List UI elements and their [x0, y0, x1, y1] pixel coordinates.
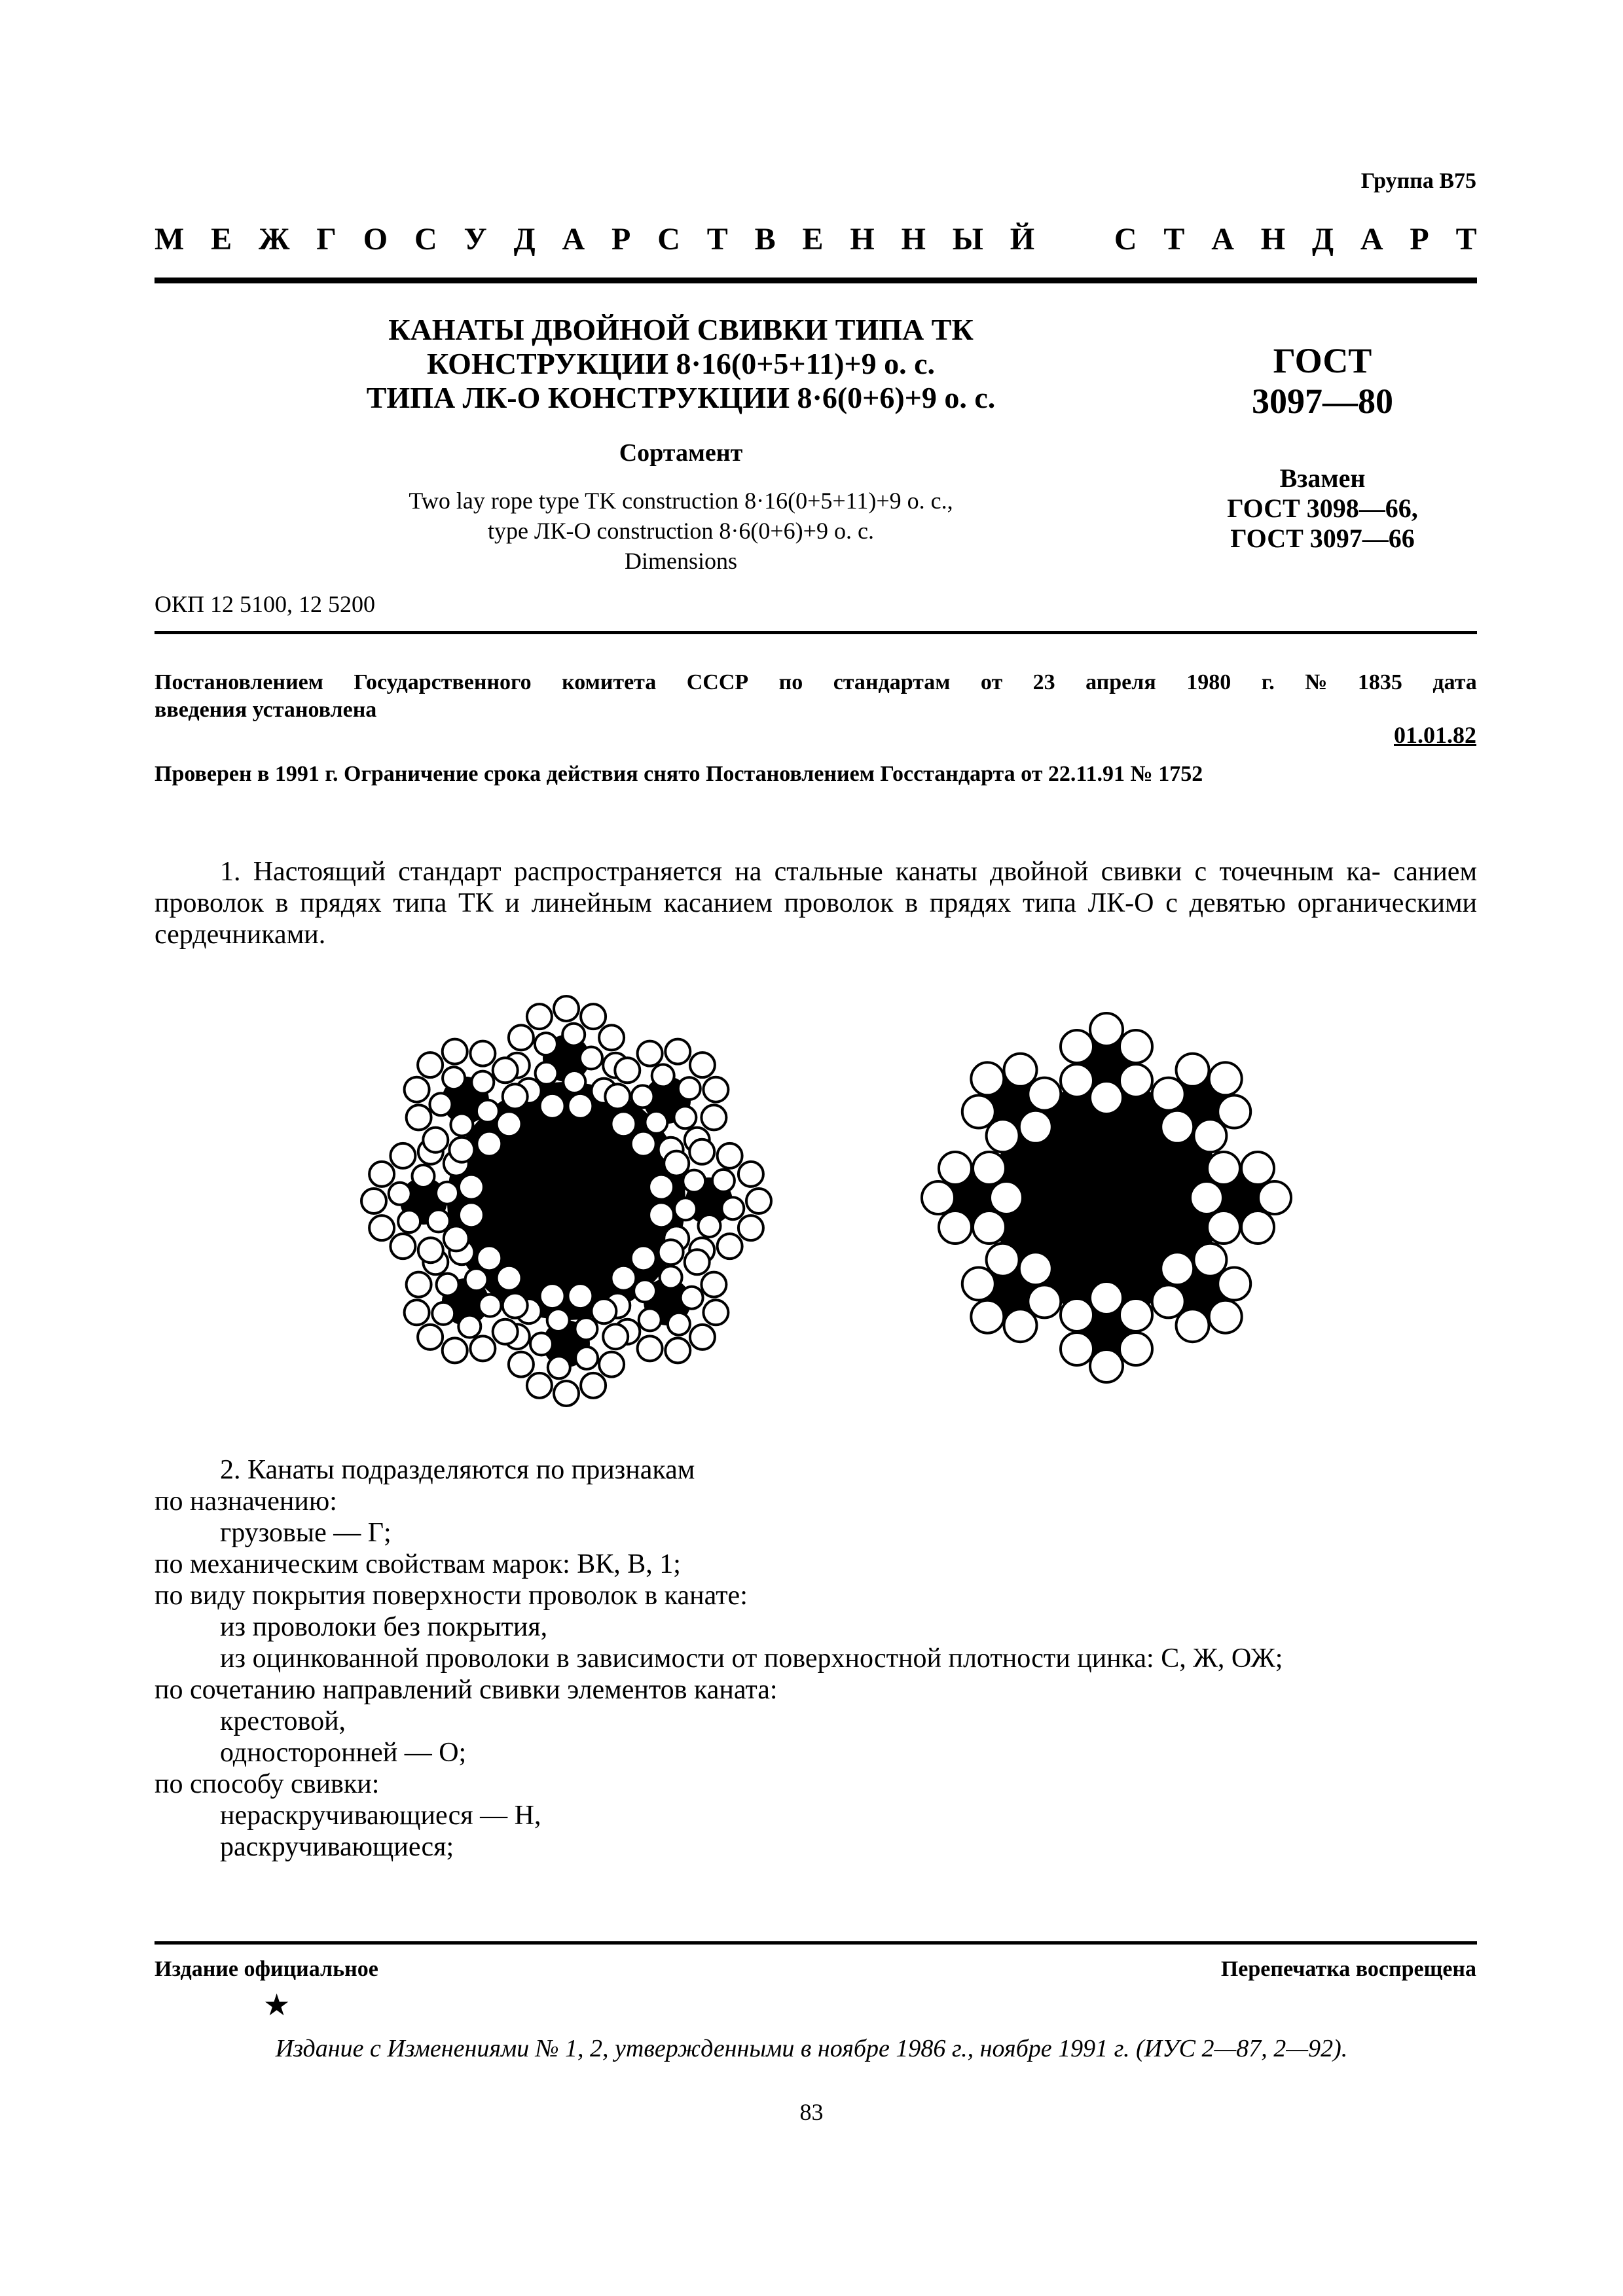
decree-date: 01.01.82: [1394, 722, 1476, 748]
wire: [1004, 1309, 1037, 1342]
amendments-note: Издание с Изменениями № 1, 2, утвержденными в ноябре 1986 г., ноябре 1991 г. (ИУС 2—87, 2—92).: [275, 2035, 1348, 2062]
wire: [674, 1106, 696, 1128]
wire: [987, 1244, 1019, 1276]
wire: [497, 1266, 522, 1291]
wire: [443, 1067, 465, 1089]
wire: [1090, 1013, 1123, 1046]
wire: [444, 1226, 469, 1251]
decree-word: г.: [1261, 670, 1275, 694]
wire: [1209, 1300, 1242, 1333]
banner-letter: А: [562, 222, 585, 257]
wire: [599, 1352, 624, 1377]
decree-word: дата: [1432, 670, 1477, 694]
page-number: 83: [799, 2099, 824, 2125]
wire: [690, 1052, 715, 1077]
english-title-line-3: Dimensions: [624, 548, 737, 574]
english-title: [301, 486, 1061, 576]
wire: [1090, 1282, 1123, 1314]
paragraph-2-line: 2. Канаты подразделяются по признакам: [220, 1455, 695, 1485]
wire: [369, 1162, 394, 1187]
wire: [429, 1093, 452, 1115]
wire: [418, 1325, 443, 1350]
wire: [674, 1198, 697, 1220]
wire: [581, 1373, 606, 1398]
wire: [591, 1299, 616, 1323]
wire: [509, 1025, 534, 1050]
wire: [536, 1062, 558, 1085]
wire: [649, 1202, 674, 1227]
wire: [437, 1274, 459, 1296]
paragraph-2-line: нераскручивающиеся — Н,: [220, 1801, 541, 1831]
banner-letter: В: [754, 222, 776, 257]
wire: [639, 1308, 661, 1331]
wire: [660, 1266, 682, 1289]
wire: [407, 1272, 431, 1297]
banner-letter: С: [657, 222, 680, 257]
banner-letter: Й: [1010, 222, 1035, 257]
wire: [1176, 1309, 1209, 1342]
decree-line-1: [155, 669, 1477, 696]
wire: [540, 1283, 565, 1308]
decree-word: стандартам: [833, 670, 951, 694]
english-title-line-1: Two lay rope type TK construction 8·16(0+5+11)+9 o. c.,: [409, 488, 953, 514]
gost-number: 3097—80: [1252, 382, 1393, 421]
rope-lko-cross-section: [922, 1013, 1291, 1382]
banner-letter: Т: [1455, 222, 1477, 257]
wire: [554, 996, 579, 1021]
decree-word: Государственного: [354, 670, 532, 694]
banner-letter: Ж: [259, 222, 290, 257]
footer-rule: [155, 1941, 1477, 1945]
banner-letter: Р: [1410, 222, 1429, 257]
wire: [712, 1170, 735, 1192]
wire: [580, 1047, 602, 1069]
banner-letter: Т: [1163, 222, 1185, 257]
decree: [155, 669, 1477, 724]
decree-line-2: введения установлена: [155, 698, 377, 722]
decree-word: 1835: [1357, 670, 1402, 694]
wire: [685, 1249, 710, 1274]
banner-letter: А: [1360, 222, 1383, 257]
banner-letter: Т: [706, 222, 728, 257]
wire: [718, 1234, 742, 1259]
wire: [497, 1111, 522, 1136]
wire: [973, 1152, 1006, 1185]
wire: [1241, 1152, 1274, 1185]
wire: [1194, 1244, 1226, 1276]
wire: [971, 1062, 1004, 1095]
wire: [973, 1211, 1006, 1244]
wire: [962, 1096, 995, 1128]
wire: [568, 1283, 593, 1308]
wire: [659, 1240, 684, 1265]
replaces-item-2: ГОСТ 3097—66: [1230, 524, 1415, 553]
paragraph-2-line: по сочетанию направлений свивки элементов каната:: [155, 1675, 778, 1705]
wire: [649, 1175, 674, 1200]
paragraph-2: [155, 1454, 1529, 1863]
replaces-block: [1178, 463, 1467, 554]
banner-letter: Е: [802, 222, 824, 257]
wire: [503, 1084, 528, 1109]
rope-cross-sections: [347, 975, 1329, 1433]
wire: [605, 1084, 630, 1109]
paragraph-2-line: грузовые — Г;: [220, 1518, 392, 1548]
star-icon: ★: [263, 1988, 291, 2022]
paragraph-2-line: по способу свивки:: [155, 1769, 380, 1799]
wire: [450, 1114, 473, 1136]
title-line-1: КАНАТЫ ДВОЙНОЙ СВИВКИ ТИПА ТК: [388, 313, 974, 346]
wire: [739, 1215, 763, 1240]
wire: [1207, 1211, 1240, 1244]
banner-letter: Д: [1311, 222, 1334, 257]
banner-letter: Г: [316, 222, 337, 257]
banner-letter: О: [363, 222, 388, 257]
official-edition: Издание официальное: [155, 1957, 378, 1981]
wire: [638, 1336, 663, 1361]
wire: [575, 1347, 598, 1369]
banner-letter: [1061, 221, 1087, 257]
wire: [631, 1246, 656, 1270]
wire: [1218, 1268, 1250, 1300]
english-title-line-2: type ЛК-О construction 8·6(0+6)+9 o. c.: [488, 518, 874, 544]
wire: [939, 1152, 972, 1185]
wire: [458, 1316, 481, 1338]
wire: [405, 1300, 429, 1325]
wire: [477, 1246, 501, 1270]
wire: [477, 1100, 499, 1122]
reprint-prohibited: Перепечатка воспрещена: [1220, 1957, 1476, 1981]
paragraph-1-line-2: санием проволок в прядях типа ТК и линейным касанием проволок в прядях типа ЛК-О с девятью: [155, 857, 1478, 918]
paragraph-2-line: односторонней — О;: [220, 1738, 467, 1768]
wire: [701, 1105, 726, 1130]
banner-letter: Р: [611, 222, 631, 257]
wire: [1019, 1252, 1052, 1285]
wire: [1161, 1111, 1194, 1143]
decree-word: комитета: [562, 670, 657, 694]
paragraph-2-line: из проволоки без покрытия,: [220, 1612, 548, 1642]
wire: [412, 1165, 435, 1187]
wire: [418, 1238, 443, 1263]
wire: [443, 1338, 467, 1363]
decree-word: 1980: [1186, 670, 1231, 694]
wire: [631, 1132, 656, 1157]
banner-letter: А: [1211, 222, 1234, 257]
wire: [1209, 1062, 1242, 1095]
wire: [1258, 1181, 1291, 1214]
wire: [361, 1189, 386, 1213]
wire: [1061, 1064, 1093, 1097]
rope-tk-cross-section: [361, 996, 771, 1406]
wire: [1120, 1299, 1152, 1331]
wire: [503, 1293, 528, 1318]
wire: [540, 1094, 565, 1119]
wire: [599, 1025, 624, 1050]
wire: [683, 1170, 705, 1193]
paragraph-2-line: по виду покрытия поверхности проволок в канате:: [155, 1581, 748, 1611]
wire: [1218, 1096, 1250, 1128]
wire: [746, 1189, 771, 1213]
subtitle: Сортамент: [619, 439, 743, 467]
paragraph-2-line: по назначению:: [155, 1486, 337, 1516]
wire: [645, 1111, 667, 1134]
wire: [423, 1128, 448, 1153]
wire: [1061, 1030, 1093, 1063]
wire: [575, 1318, 597, 1340]
wire: [1161, 1252, 1194, 1285]
wire: [527, 1004, 552, 1029]
wire: [493, 1058, 518, 1083]
paragraph-1-line-3: органическими сердечниками.: [155, 888, 1478, 950]
wire: [718, 1143, 742, 1168]
wire: [459, 1175, 484, 1200]
wire: [699, 1215, 721, 1237]
wire: [939, 1211, 972, 1244]
wire: [471, 1071, 494, 1094]
banner-letter: Е: [211, 222, 232, 257]
wire: [1090, 1350, 1123, 1382]
wire: [563, 1071, 585, 1093]
title-line-2: КОНСТРУКЦИИ 8·16(0+5+11)+9 о. с.: [426, 347, 936, 380]
wire: [1120, 1333, 1152, 1365]
banner-letter: С: [1114, 222, 1137, 257]
wire: [689, 1139, 714, 1164]
wire: [405, 1077, 429, 1102]
replaces-item-1: ГОСТ 3098—66,: [1227, 493, 1418, 523]
wire: [1019, 1111, 1052, 1143]
decree-word: по: [778, 670, 803, 694]
wire: [721, 1197, 744, 1219]
wire: [470, 1041, 495, 1066]
wire: [1028, 1285, 1061, 1318]
wire: [690, 1325, 715, 1350]
gost-block: [1178, 340, 1467, 554]
wire: [477, 1132, 501, 1157]
wire: [562, 1024, 585, 1046]
wire: [678, 1077, 701, 1100]
wire: [652, 1064, 674, 1086]
wire: [739, 1162, 763, 1187]
wire: [479, 1295, 501, 1317]
paragraph-2-line: по механическим свойствам марок: ВК, В, 1;: [155, 1549, 681, 1579]
wire: [615, 1058, 640, 1083]
wire: [1061, 1333, 1093, 1365]
wire: [428, 1210, 450, 1232]
wire: [390, 1143, 415, 1168]
wire: [1207, 1152, 1240, 1185]
wire: [509, 1352, 534, 1377]
wire: [1152, 1078, 1185, 1111]
wire: [611, 1111, 636, 1136]
wire: [465, 1268, 488, 1291]
wire: [432, 1302, 454, 1325]
wire: [390, 1234, 415, 1259]
wire: [1004, 1054, 1037, 1086]
paragraph-2-line: из оцинкованной проволоки в зависимости от поверхностной плотности цинка: С, Ж, ОЖ;: [220, 1643, 1283, 1674]
banner-letter: Н: [1260, 222, 1286, 257]
wire: [470, 1336, 495, 1361]
banner-letter: М: [155, 222, 185, 257]
wire: [1190, 1181, 1223, 1214]
wire: [398, 1210, 420, 1232]
wire: [459, 1202, 484, 1227]
wire: [436, 1182, 458, 1204]
wire: [527, 1373, 552, 1398]
wire: [634, 1280, 656, 1302]
wire: [611, 1266, 636, 1291]
paragraph-1-line-1: 1. Настоящий стандарт распространяется на стальные канаты двойной свивки с точечным ка-: [220, 857, 1381, 887]
wire: [987, 1119, 1019, 1152]
wire: [665, 1338, 690, 1363]
wire: [665, 1039, 690, 1064]
banner-letter: Н: [850, 222, 875, 257]
wire: [971, 1300, 1004, 1333]
okp-rule: [155, 631, 1477, 634]
wire: [703, 1077, 728, 1102]
decree-word: СССР: [686, 670, 749, 694]
wire: [1194, 1119, 1226, 1152]
wire: [547, 1309, 570, 1331]
wire: [1028, 1078, 1061, 1111]
wire: [990, 1181, 1023, 1214]
wire: [681, 1287, 703, 1309]
wire: [407, 1105, 431, 1130]
wire: [443, 1039, 467, 1064]
decree-word: №: [1305, 670, 1328, 694]
wire: [568, 1094, 593, 1119]
wire: [603, 1324, 628, 1349]
wire: [449, 1138, 474, 1162]
group-code: Группа В75: [1360, 169, 1476, 193]
wire: [638, 1041, 663, 1066]
banner-letter: Н: [901, 222, 926, 257]
wire: [530, 1333, 553, 1355]
wire: [668, 1313, 690, 1335]
wire: [1120, 1030, 1152, 1063]
wire: [1241, 1211, 1274, 1244]
wire: [703, 1300, 728, 1325]
title-line-3: ТИПА ЛК-О КОНСТРУКЦИИ 8·6(0+6)+9 о. с.: [366, 381, 996, 414]
wire: [369, 1215, 394, 1240]
paragraph-2-line: раскручивающиеся;: [220, 1832, 454, 1862]
decree-word: 23: [1032, 670, 1055, 694]
replaces-label: Взамен: [1279, 463, 1366, 493]
wire: [418, 1052, 443, 1077]
gost-label: ГОСТ: [1273, 341, 1372, 380]
wire: [664, 1151, 689, 1176]
wire: [1090, 1081, 1123, 1114]
wire: [922, 1181, 955, 1214]
banner-letter: Д: [513, 222, 536, 257]
decree-word: Постановлением: [155, 670, 323, 694]
title-block: [301, 313, 1061, 576]
banner-letter: С: [414, 222, 437, 257]
wire: [962, 1268, 995, 1300]
wire: [493, 1319, 518, 1344]
wire: [1176, 1054, 1209, 1086]
paragraph-1: [155, 856, 1477, 950]
checked-note: Проверен в 1991 г. Ограничение срока действия снято Постановлением Госстандарта от 22.11.91 № 1752: [155, 762, 1203, 786]
decree-word: апреля: [1085, 670, 1156, 694]
wire: [548, 1356, 570, 1378]
banner-letter: Ы: [952, 222, 983, 257]
standard-banner: [155, 221, 1477, 257]
wire: [581, 1004, 606, 1029]
wire: [701, 1272, 726, 1297]
banner-rule: [155, 278, 1477, 283]
wire: [1120, 1064, 1152, 1097]
okp-code: ОКП 12 5100, 12 5200: [155, 591, 376, 617]
wire: [535, 1033, 557, 1055]
decree-word: от: [980, 670, 1003, 694]
wire: [554, 1381, 579, 1406]
wire: [1061, 1299, 1093, 1331]
wire: [389, 1183, 411, 1205]
banner-letter: У: [464, 222, 487, 257]
wire: [632, 1085, 654, 1107]
paragraph-2-line: крестовой,: [220, 1706, 346, 1736]
wire: [1152, 1285, 1185, 1318]
